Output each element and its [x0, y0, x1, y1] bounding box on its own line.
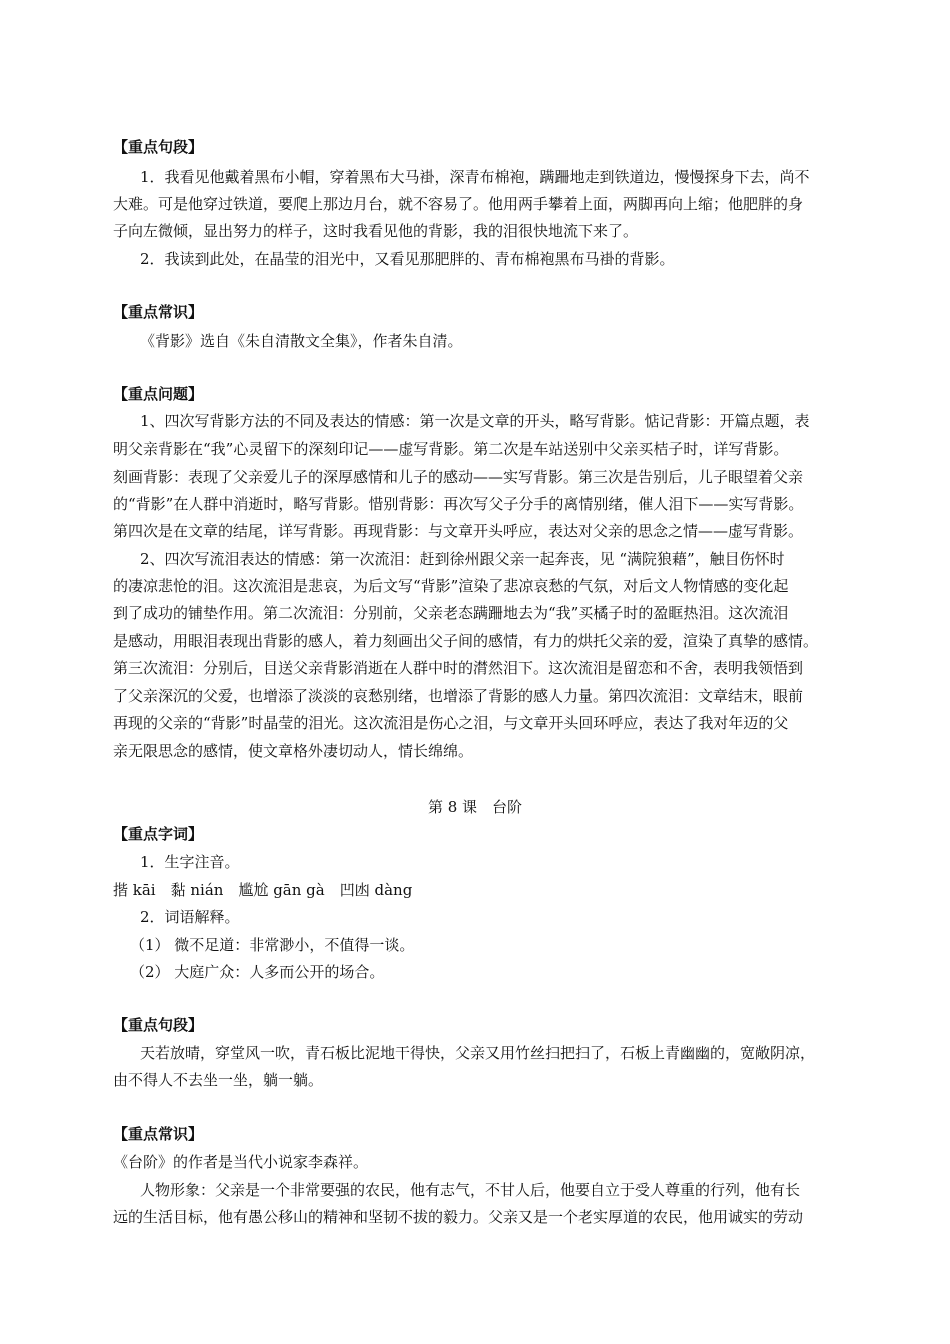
list-item: 1．生字注音。	[140, 853, 240, 871]
paragraph-line: 的凄凉悲怆的泪。这次流泪是悲哀，为后文写“背影”渲染了悲凉哀愁的气氛，对后文人物情感的变化起	[113, 577, 789, 595]
section-heading-key-passages: 【重点句段】	[113, 138, 204, 156]
section-heading-key-knowledge: 【重点常识】	[113, 303, 204, 321]
paragraph-line: 《台阶》的作者是当代小说家李森祥。	[113, 1153, 369, 1171]
paragraph-line: 2、四次写流泪表达的情感：第一次流泪：赶到徐州跟父亲一起奔丧，见 “满院狼藉”，触目伤怀时	[140, 550, 785, 568]
paragraph-line: 由不得人不去坐一坐，躺一躺。	[113, 1071, 324, 1089]
paragraph-line: 的“背影”在人群中消逝时，略写背影。惜别背影：再次写父子分手的离情别绪，催人泪下——实写背影。	[113, 495, 804, 513]
definition-item: （1） 微不足道：非常渺小，不值得一谈。	[130, 936, 415, 954]
paragraph-line: 亲无限思念的感情，使文章格外凄切动人，情长绵绵。	[113, 742, 474, 760]
paragraph-line: 远的生活目标，他有愚公移山的精神和坚韧不拔的毅力。父亲又是一个老实厚道的农民，他用诚实的劳动	[113, 1208, 804, 1226]
paragraph-line: 第四次是在文章的结尾，详写背影。再现背影：与文章开头呼应，表达对父亲的思念之情——虚写背影。	[113, 522, 804, 540]
section-heading-key-words: 【重点字词】	[113, 825, 204, 843]
paragraph-line: 了父亲深沉的父爱，也增添了淡淡的哀愁别绪，也增添了背影的感人力量。第四次流泪：文章结末，眼前	[113, 687, 804, 705]
paragraph-line: 明父亲背影在“我”心灵留下的深刻印记——虚写背影。第二次是车站送别中父亲买桔子时，详写背影。	[113, 440, 789, 458]
section-heading-key-passages-2: 【重点句段】	[113, 1016, 204, 1034]
paragraph-line: 2．我读到此处，在晶莹的泪光中，又看见那肥胖的、青布棉袍黑布马褂的背影。	[140, 250, 675, 268]
definition-item: （2） 大庭广众：人多而公开的场合。	[130, 963, 385, 981]
paragraph-line: 《背影》选自《朱自清散文全集》，作者朱自清。	[140, 332, 463, 350]
paragraph-line: 到了成功的铺垫作用。第二次流泪：分别前，父亲老态蹒跚地去为“我”买橘子时的盈眶热泪。这次流泪	[113, 604, 789, 622]
paragraph-line: 天若放晴，穿堂风一吹，青石板比泥地干得快，父亲又用竹丝扫把扫了，石板上青幽幽的，宽敞阴凉，	[140, 1044, 816, 1062]
paragraph-line: 是感动，用眼泪表现出背影的感人，着力刻画出父子间的感情，有力的烘托父亲的爱，渲染了真挚的感情。	[113, 632, 819, 650]
section-heading-key-knowledge-2: 【重点常识】	[113, 1125, 204, 1143]
paragraph-line: 子向左微倾，显出努力的样子，这时我看见他的背影，我的泪很快地流下来了。	[113, 222, 639, 240]
paragraph-line: 再现的父亲的“背影”时晶莹的泪光。这次流泪是伤心之泪，与文章开头回环呼应，表达了我对年迈的父	[113, 714, 789, 732]
paragraph-line: 人物形象：父亲是一个非常要强的农民，他有志气，不甘人后，他要自立于受人尊重的行列，他有长	[140, 1181, 801, 1199]
paragraph-line: 刻画背影：表现了父亲爱儿子的深厚感情和儿子的感动——实写背影。第三次是告别后，儿子眼望着父亲	[113, 468, 804, 486]
lesson-title: 第 8 课 台阶	[427, 798, 523, 816]
section-heading-key-questions: 【重点问题】	[113, 385, 204, 403]
paragraph-line: 大难。可是他穿过铁道，要爬上那边月台，就不容易了。他用两手攀着上面，两脚再向上缩；他肥胖的身	[113, 195, 804, 213]
list-item: 2．词语解释。	[140, 908, 240, 926]
paragraph-line: 第三次流泪：分别后，目送父亲背影消逝在人群中时的潸然泪下。这次流泪是留恋和不舍，表明我领悟到	[113, 659, 804, 677]
paragraph-line: 1、四次写背影方法的不同及表达的情感：第一次是文章的开头，略写背影。惦记背影：开篇点题，表	[140, 412, 810, 430]
pinyin-line: 揩 kāi 黏 nián 尴尬 gān gà 凹凼 dàng	[113, 881, 413, 899]
paragraph-line: 1．我看见他戴着黑布小帽，穿着黑布大马褂，深青布棉袍，蹒跚地走到铁道边，慢慢探身下去，尚不	[140, 168, 810, 186]
